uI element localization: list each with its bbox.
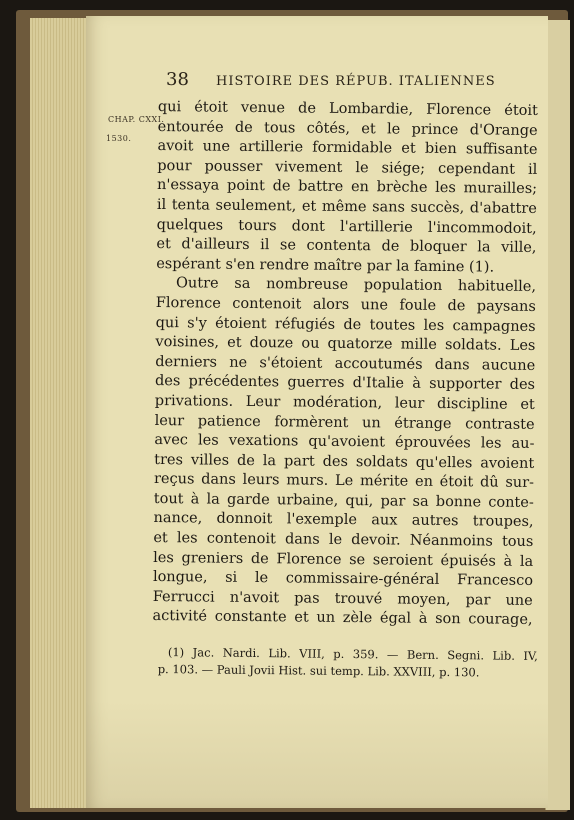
footnote-line: p. 103. — Pauli Jovii Hist. sui temp. Lib. XXVIII, p. 130.: [157, 661, 480, 679]
text-line: nance, donnoit l'exemple aux autres troupes,: [153, 510, 534, 531]
text-line: reçus dans leurs murs. Le mérite en étoit dû sur-: [153, 471, 535, 492]
text-line: qui étoit venue de Lombardie, Florence étoit: [157, 98, 538, 119]
text-line: voisines, et douze ou quatorze mille soldats. Les: [155, 334, 536, 355]
text-line: pour pousser vivement le siége; cependant il: [157, 157, 538, 178]
text-line: et d'ailleurs il se contenta de bloquer la ville,: [156, 236, 537, 257]
text-line: leur patience formèrent un étrange contraste: [154, 412, 535, 433]
text-line: entourée de tous côtés, et le prince d'Orange: [157, 118, 538, 139]
text-line: avoit une artillerie formidable et bien suffisante: [157, 138, 538, 159]
running-head: HISTOIRE DES RÉPUB. ITALIENNES: [216, 74, 496, 89]
text-line: privations. Leur modération, leur discipline et: [154, 392, 535, 413]
text-line: tout à la garde urbaine, qui, par sa bonne conte-: [153, 490, 534, 511]
facing-page-edge: [545, 20, 570, 810]
text-line: n'essaya point de battre en brèche les murailles;: [157, 177, 538, 198]
footnote-line: (1) Jac. Nardi. Lib. VIII, p. 359. — Bern. Segni. Lib. IV,: [167, 645, 538, 663]
footnotes: [158, 644, 538, 681]
text-line: les greniers de Florence se seroient épuisés à la: [153, 549, 534, 570]
text-line: espérant s'en rendre maître par la famine (1).: [156, 255, 495, 276]
text-line: avec les vexations qu'avoient éprouvées les au-: [154, 432, 535, 453]
book-page: [86, 16, 548, 808]
text-line: derniers ne s'étoient accoutumés dans aucune: [155, 353, 536, 374]
margin-note-chapter: CHAP. CXXI.: [108, 115, 165, 124]
body-text: [152, 98, 538, 631]
text-line: activité constante et un zèle égal à son courage,: [152, 608, 533, 629]
text-line: Florence contenoit alors une foule de paysans: [155, 294, 536, 315]
text-line: longue, si le commissaire-général Francesco: [152, 569, 534, 590]
text-line: il tenta seulement, et même sans succès, d'abattre: [156, 196, 537, 217]
text-line: Ferrucci n'avoit pas trouvé moyen, par une: [152, 588, 533, 609]
text-line: et les contenoit dans le devoir. Néanmoins tous: [153, 530, 534, 551]
text-line: des précédentes guerres d'Italie à supporter des: [154, 373, 536, 394]
text-line: tres villes de la part des soldats qu'elles avoient: [154, 451, 535, 472]
margin-note-year: 1530.: [106, 134, 132, 143]
text-line: Outre sa nombreuse population habituelle,: [175, 275, 537, 296]
text-line: quelques tours dont l'artillerie l'incommodoit,: [156, 216, 537, 237]
text-line: qui s'y étoient réfugiés de toutes les campagnes: [155, 314, 536, 335]
page-number: 38: [166, 69, 189, 90]
